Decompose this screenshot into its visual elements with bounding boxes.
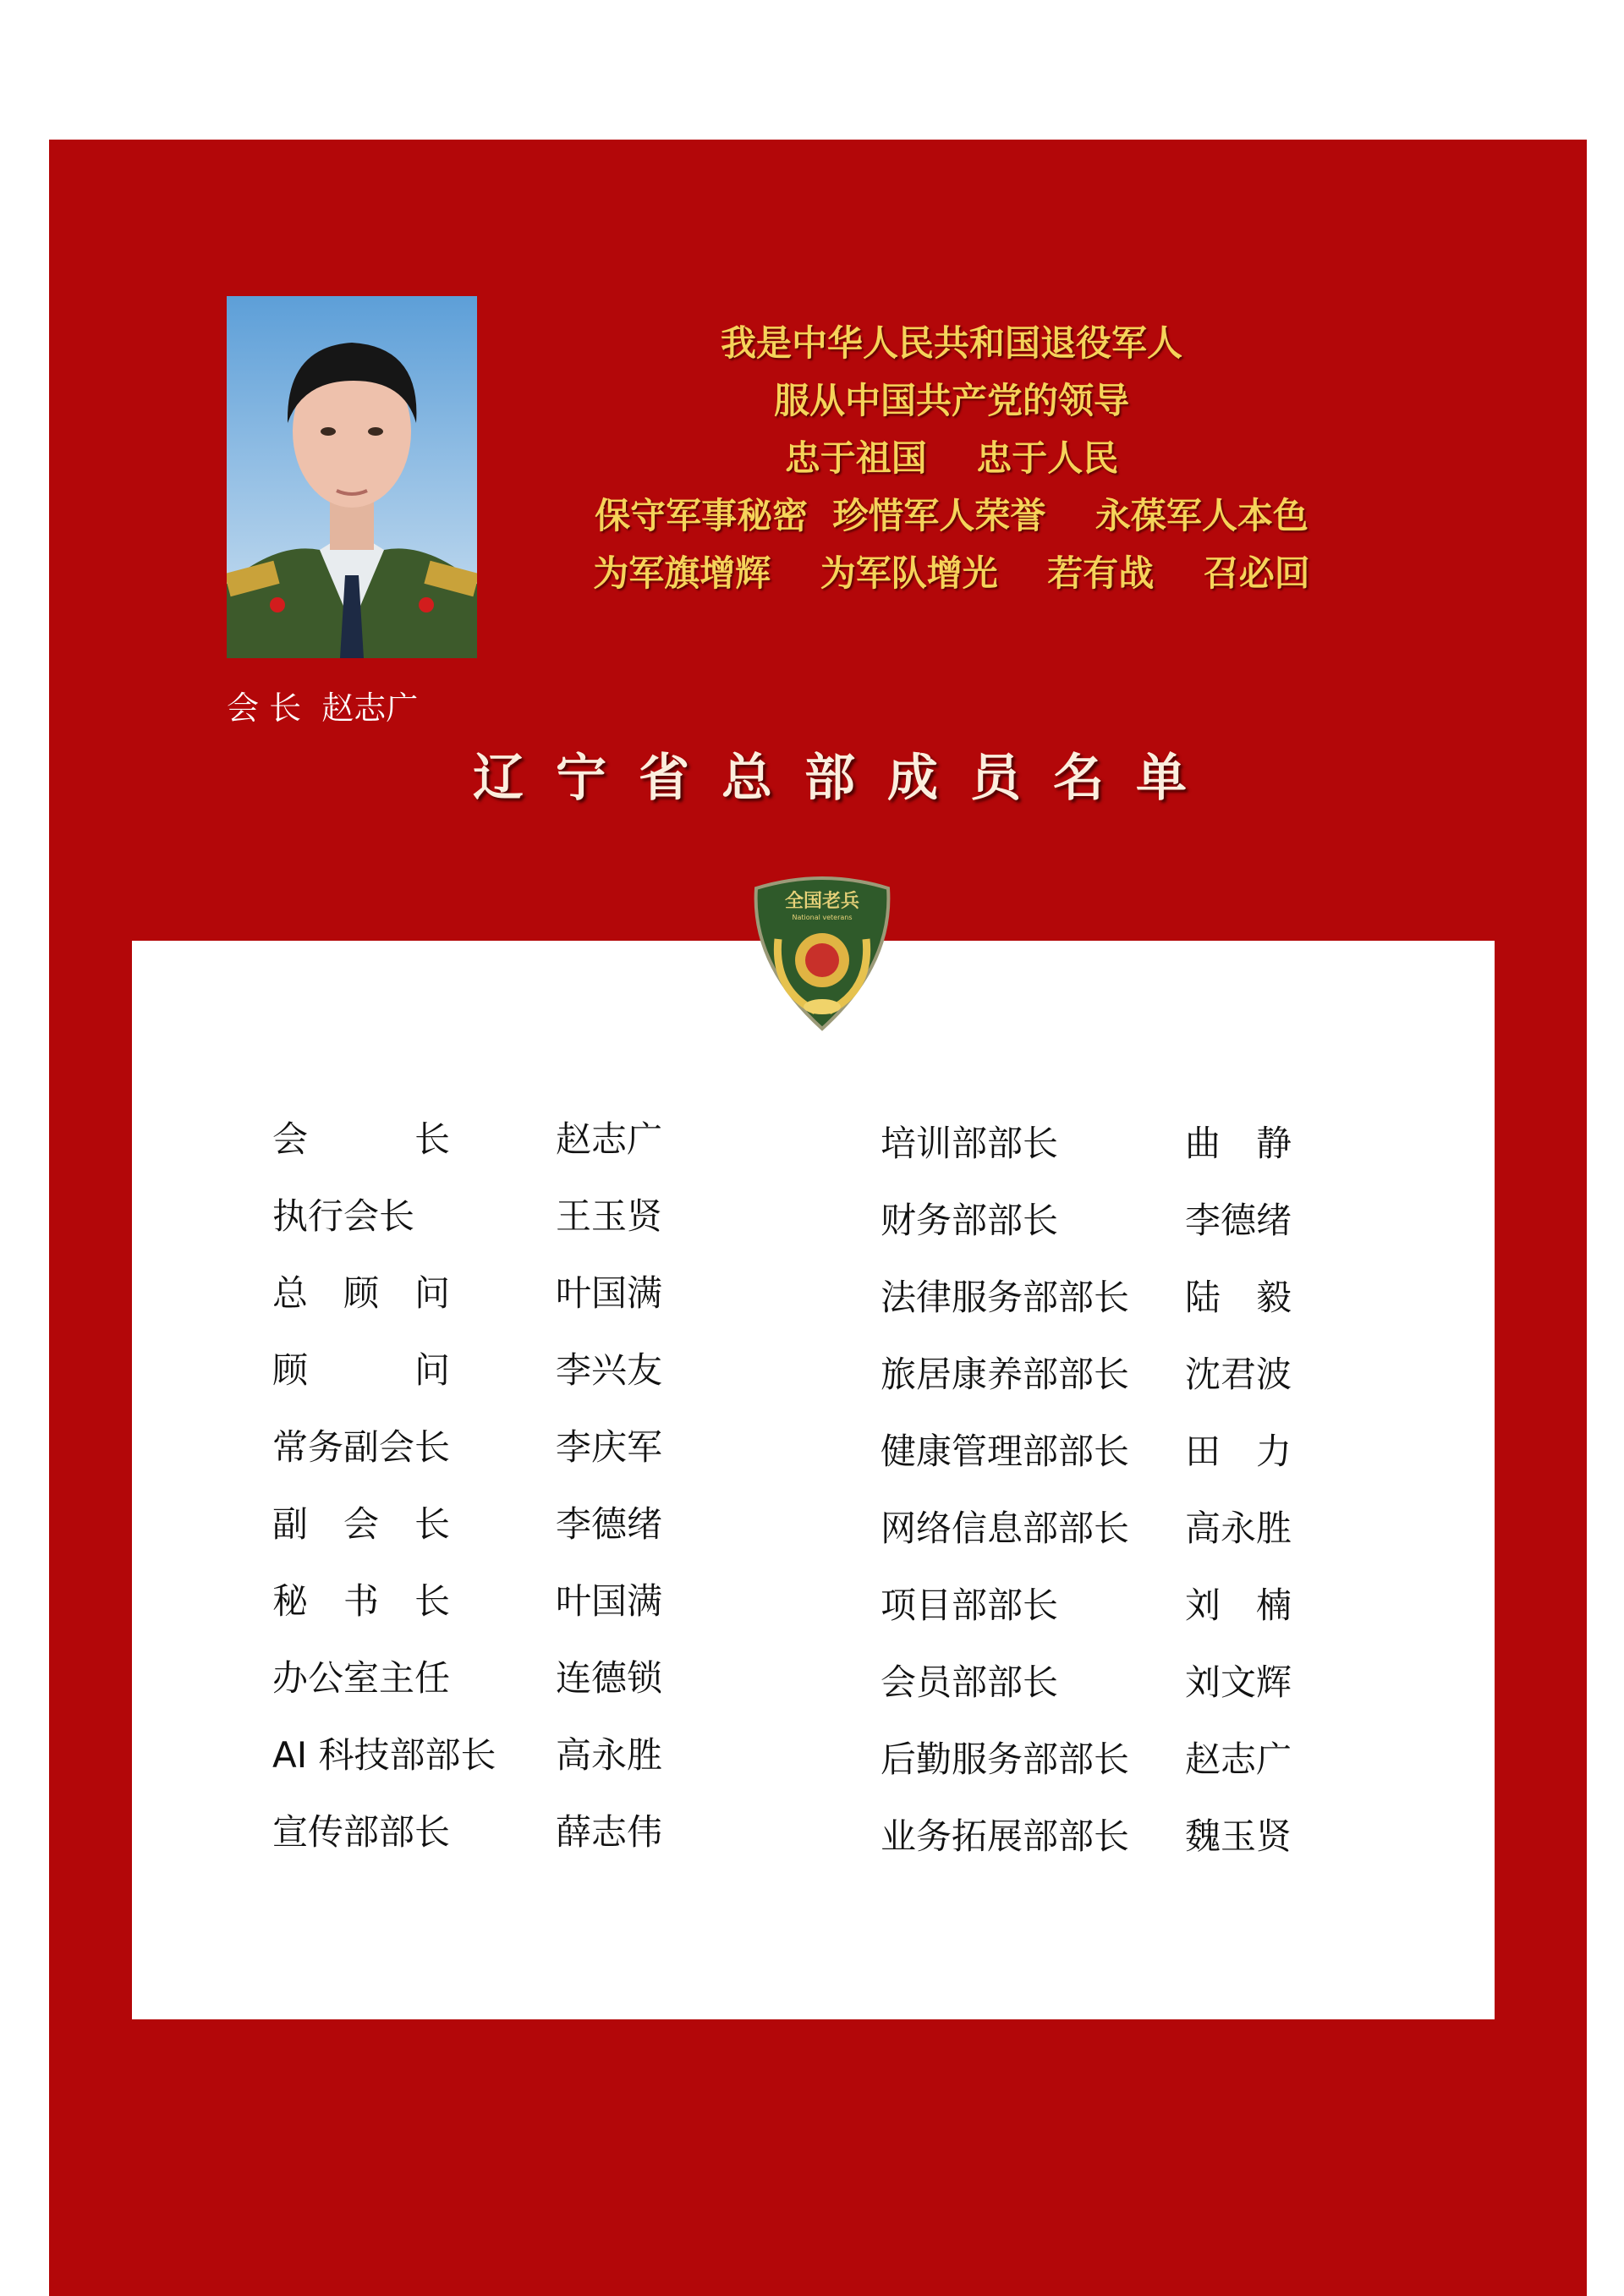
president-caption: 会 长 赵志广 [227,689,419,727]
member-role: 健康管理部部长 [881,1431,1130,1472]
member-role: 会员部部长 [881,1662,1059,1703]
member-name: 李兴友 [556,1349,663,1391]
veteran-oath [508,315,1396,602]
member-role: 业务拓展部部长 [881,1815,1130,1857]
member-role: 顾 问 [272,1349,451,1391]
member-name: 刘文辉 [1185,1662,1292,1703]
member-role: 旅居康养部部长 [881,1354,1130,1395]
member-name: 曲 静 [1185,1123,1292,1164]
member-role: 法律服务部部长 [881,1277,1130,1318]
member-name: 魏玉贤 [1185,1815,1292,1857]
member-name: 连德锁 [556,1657,663,1699]
member-role: 项目部部长 [881,1585,1059,1626]
member-name: 高永胜 [556,1734,663,1776]
member-role: 总 顾 问 [272,1272,451,1314]
page-title: 辽宁省总部成员名单 [473,749,1219,808]
president-photo [227,296,477,658]
member-role: 办公室主任 [272,1657,451,1699]
member-role: 会 长 [272,1118,451,1160]
national-veterans-badge-icon [748,871,897,1032]
member-role: AI 科技部部长 [272,1734,497,1776]
member-role: 宣传部部长 [272,1811,451,1853]
member-name: 沈君波 [1185,1354,1292,1395]
member-role: 培训部部长 [881,1123,1059,1164]
member-role: 副 会 长 [272,1503,451,1545]
member-role: 后勤服务部部长 [881,1738,1130,1780]
member-name: 赵志广 [556,1118,663,1160]
member-name: 刘 楠 [1185,1585,1292,1626]
member-name: 叶国满 [556,1272,663,1314]
member-name: 田 力 [1185,1431,1292,1472]
member-name: 高永胜 [1185,1508,1292,1549]
member-name: 陆 毅 [1185,1277,1292,1318]
member-role: 网络信息部部长 [881,1508,1130,1549]
member-name: 李德绪 [556,1503,663,1545]
oath-line: 为军旗增辉 为军队增光 若有战 召必回 [593,552,1310,594]
member-name: 赵志广 [1185,1738,1292,1780]
member-role: 财务部部长 [881,1200,1059,1241]
svg-text:全国老兵: 全国老兵 [784,891,860,912]
member-name: 王玉贤 [556,1195,663,1237]
member-role: 执行会长 [272,1195,415,1237]
member-name: 李庆军 [556,1426,663,1468]
member-role: 常务副会长 [272,1426,451,1468]
oath-line: 服从中国共产党的领导 [773,380,1129,421]
member-name: 薛志伟 [556,1811,663,1853]
oath-line: 保守军事秘密 珍惜军人荣誉 永葆军人本色 [595,495,1309,536]
svg-text:National veterans: National veterans [792,914,853,921]
member-name: 李德绪 [1185,1200,1292,1241]
oath-line: 忠于祖国 忠于人民 [784,437,1119,479]
oath-line: 我是中华人民共和国退役军人 [720,322,1182,364]
member-name: 叶国满 [556,1580,663,1622]
member-role: 秘 书 长 [272,1580,451,1622]
